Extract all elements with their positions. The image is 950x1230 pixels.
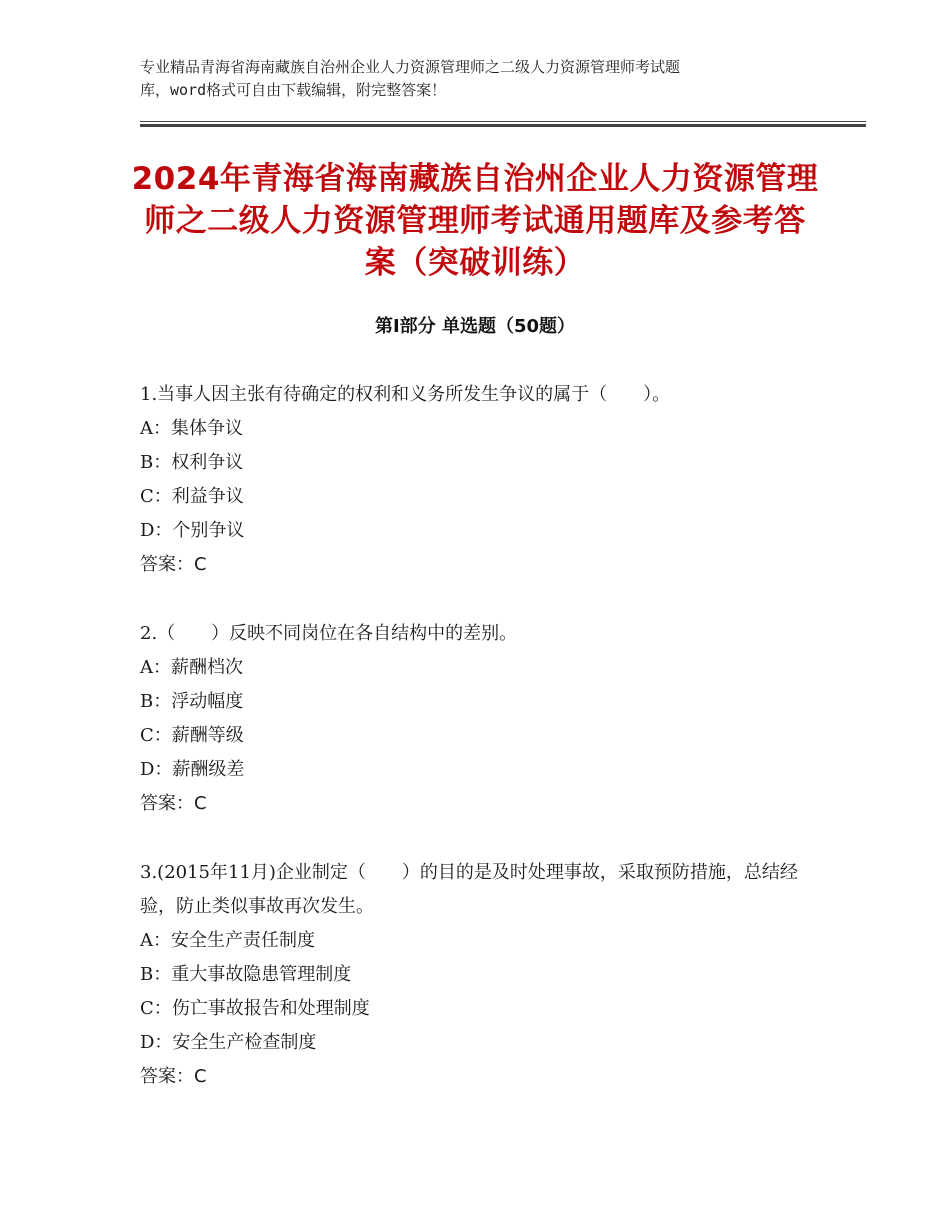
question-stem: 1.当事人因主张有待确定的权利和义务所发生争议的属于（ ）。 <box>140 384 671 405</box>
header-divider-thick <box>140 124 866 127</box>
option-a: A：薪酬档次 <box>140 657 243 678</box>
answer: 答案：C <box>140 554 207 575</box>
header-note <box>140 56 840 102</box>
option-a: A：集体争议 <box>140 418 243 439</box>
option-d: D：安全生产检查制度 <box>140 1032 317 1053</box>
header-note-line1: 专业精品青海省海南藏族自治州企业人力资源管理师之二级人力资源管理师考试题 <box>140 58 681 76</box>
option-b: B：浮动幅度 <box>140 691 244 712</box>
question-stem: 3.(2015年11月)企业制定（ ）的目的是及时处理事故，采取预防措施，总结经验，防止类似事故再次发生。 <box>140 862 798 917</box>
option-d: D：薪酬级差 <box>140 759 245 780</box>
option-c: C：利益争议 <box>140 486 244 507</box>
option-c: C：薪酬等级 <box>140 725 244 746</box>
option-b: B：权利争议 <box>140 452 244 473</box>
header-divider-thin <box>140 121 866 122</box>
question-2 <box>140 617 820 821</box>
option-c: C：伤亡事故报告和处理制度 <box>140 998 370 1019</box>
document-title: 2024年青海省海南藏族自治州企业人力资源管理师之二级人力资源管理师考试通用题库及参考答案（突破训练） <box>131 161 819 281</box>
question-stem: 2.（ ）反映不同岗位在各自结构中的差别。 <box>140 623 518 644</box>
header-note-line2: 库，word格式可自由下载编辑，附完整答案！ <box>140 81 447 99</box>
option-b: B：重大事故隐患管理制度 <box>140 964 352 985</box>
answer: 答案：C <box>140 793 207 814</box>
option-a: A：安全生产责任制度 <box>140 930 315 951</box>
question-3 <box>140 856 820 1094</box>
option-d: D：个别争议 <box>140 520 245 541</box>
question-1 <box>140 378 820 582</box>
section-heading: 第Ⅰ部分 单选题（50题） <box>374 316 575 337</box>
answer: 答案：C <box>140 1066 207 1087</box>
